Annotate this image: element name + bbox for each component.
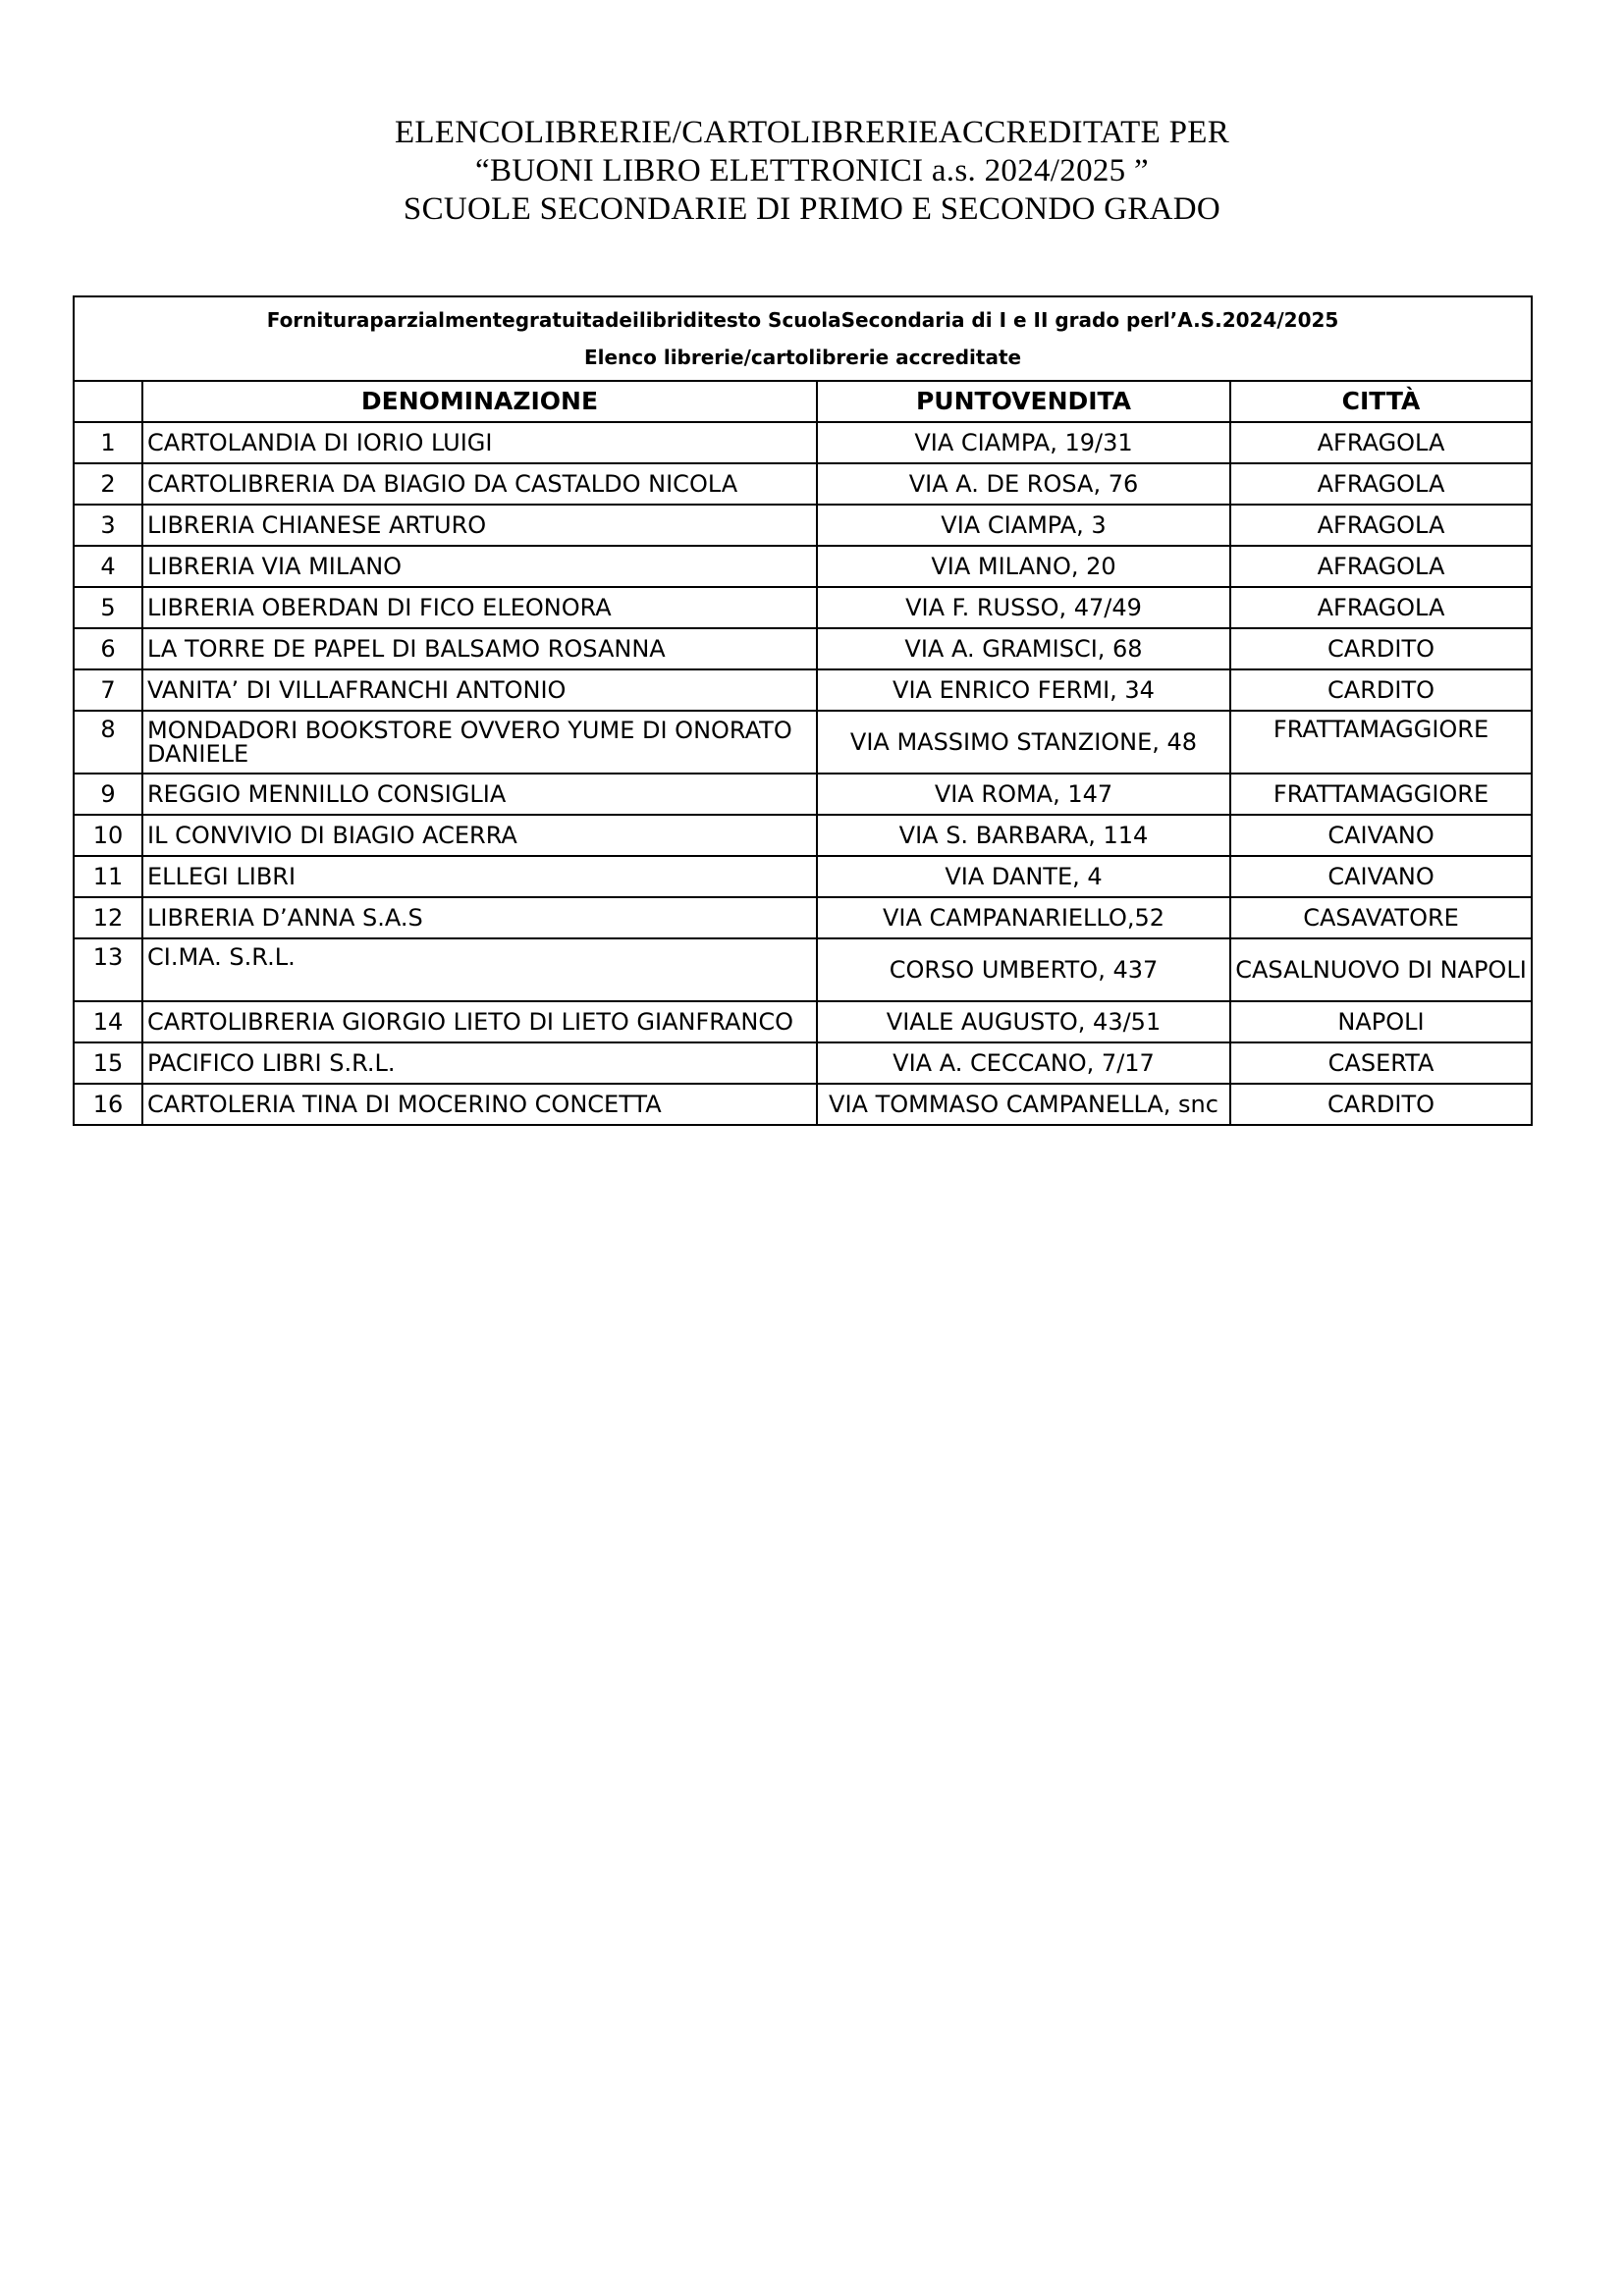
row-city: CAIVANO bbox=[1230, 815, 1532, 856]
caption-line-2: Elenco librerie/cartolibrerie accreditate bbox=[583, 346, 1022, 369]
header-num bbox=[74, 381, 142, 422]
table-caption bbox=[74, 296, 1532, 381]
row-city: AFRAGOLA bbox=[1230, 422, 1532, 463]
row-address: VIA A. GRAMISCI, 68 bbox=[817, 628, 1230, 669]
row-number: 4 bbox=[74, 546, 142, 587]
row-number: 3 bbox=[74, 505, 142, 546]
row-number: 13 bbox=[74, 938, 142, 1001]
row-number: 8 bbox=[74, 711, 142, 774]
row-number: 9 bbox=[74, 774, 142, 815]
caption-line-1: Fornituraparzialmentegratuitadeilibriditesto ScuolaSecondaria di I e II grado perl’A.S.2024/2025 bbox=[266, 308, 1339, 332]
row-name: MONDADORI BOOKSTORE OVVERO YUME DI ONORATO DANIELE bbox=[142, 711, 817, 774]
row-city: CAIVANO bbox=[1230, 856, 1532, 897]
row-name: IL CONVIVIO DI BIAGIO ACERRA bbox=[142, 815, 817, 856]
table-row bbox=[74, 669, 1532, 711]
row-city: AFRAGOLA bbox=[1230, 587, 1532, 628]
row-address: VIA A. CECCANO, 7/17 bbox=[817, 1042, 1230, 1084]
table-row bbox=[74, 505, 1532, 546]
row-address: VIALE AUGUSTO, 43/51 bbox=[817, 1001, 1230, 1042]
row-number: 12 bbox=[74, 897, 142, 938]
row-city: CASERTA bbox=[1230, 1042, 1532, 1084]
row-number: 11 bbox=[74, 856, 142, 897]
row-city: NAPOLI bbox=[1230, 1001, 1532, 1042]
row-address: VIA ROMA, 147 bbox=[817, 774, 1230, 815]
title-line-1: ELENCOLIBRERIE/CARTOLIBRERIEACCREDITATE PER bbox=[394, 115, 1230, 150]
table-row bbox=[74, 1001, 1532, 1042]
table-row bbox=[74, 1084, 1532, 1125]
table-row bbox=[74, 628, 1532, 669]
row-city: CASALNUOVO DI NAPOLI bbox=[1230, 938, 1532, 1001]
row-city: AFRAGOLA bbox=[1230, 546, 1532, 587]
row-city: FRATTAMAGGIORE bbox=[1230, 711, 1532, 774]
row-name: CARTOLIBRERIA DA BIAGIO DA CASTALDO NICOLA bbox=[142, 463, 817, 505]
row-name: CARTOLERIA TINA DI MOCERINO CONCETTA bbox=[142, 1084, 817, 1125]
row-city: AFRAGOLA bbox=[1230, 505, 1532, 546]
row-name: LIBRERIA OBERDAN DI FICO ELEONORA bbox=[142, 587, 817, 628]
row-address: VIA S. BARBARA, 114 bbox=[817, 815, 1230, 856]
row-number: 6 bbox=[74, 628, 142, 669]
table-row bbox=[74, 463, 1532, 505]
table-row bbox=[74, 1042, 1532, 1084]
table-row bbox=[74, 587, 1532, 628]
table-row bbox=[74, 422, 1532, 463]
row-name: PACIFICO LIBRI S.R.L. bbox=[142, 1042, 817, 1084]
row-city: FRATTAMAGGIORE bbox=[1230, 774, 1532, 815]
row-name: LA TORRE DE PAPEL DI BALSAMO ROSANNA bbox=[142, 628, 817, 669]
row-city: CARDITO bbox=[1230, 669, 1532, 711]
row-city: CASAVATORE bbox=[1230, 897, 1532, 938]
table-row bbox=[74, 897, 1532, 938]
row-address: VIA MILANO, 20 bbox=[817, 546, 1230, 587]
bookstores-table-container bbox=[73, 295, 1531, 1126]
row-address: CORSO UMBERTO, 437 bbox=[817, 938, 1230, 1001]
header-citta: CITTÀ bbox=[1230, 381, 1532, 422]
row-number: 10 bbox=[74, 815, 142, 856]
row-number: 1 bbox=[74, 422, 142, 463]
row-number: 14 bbox=[74, 1001, 142, 1042]
table-row bbox=[74, 774, 1532, 815]
title-line-3: SCUOLE SECONDARIE DI PRIMO E SECONDO GRADO bbox=[403, 191, 1221, 227]
table-row bbox=[74, 938, 1532, 1001]
row-name: VANITA’ DI VILLAFRANCHI ANTONIO bbox=[142, 669, 817, 711]
row-address: VIA TOMMASO CAMPANELLA, snc bbox=[817, 1084, 1230, 1125]
document-title bbox=[0, 114, 1624, 229]
row-address: VIA CIAMPA, 3 bbox=[817, 505, 1230, 546]
row-name: LIBRERIA VIA MILANO bbox=[142, 546, 817, 587]
table-header-row bbox=[74, 381, 1532, 422]
row-number: 15 bbox=[74, 1042, 142, 1084]
table-row bbox=[74, 711, 1532, 774]
row-address: VIA A. DE ROSA, 76 bbox=[817, 463, 1230, 505]
table-caption-row bbox=[74, 296, 1532, 381]
table-row bbox=[74, 546, 1532, 587]
row-address: VIA CIAMPA, 19/31 bbox=[817, 422, 1230, 463]
bookstores-table bbox=[73, 295, 1533, 1126]
row-name: CARTOLIBRERIA GIORGIO LIETO DI LIETO GIANFRANCO bbox=[142, 1001, 817, 1042]
title-line-2: “BUONI LIBRO ELETTRONICI a.s. 2024/2025 ” bbox=[475, 153, 1149, 188]
row-city: CARDITO bbox=[1230, 628, 1532, 669]
table-row bbox=[74, 856, 1532, 897]
row-address: VIA CAMPANARIELLO,52 bbox=[817, 897, 1230, 938]
row-number: 16 bbox=[74, 1084, 142, 1125]
row-address: VIA F. RUSSO, 47/49 bbox=[817, 587, 1230, 628]
table-row bbox=[74, 815, 1532, 856]
header-denominazione: DENOMINAZIONE bbox=[142, 381, 817, 422]
row-name: LIBRERIA CHIANESE ARTURO bbox=[142, 505, 817, 546]
row-name: ELLEGI LIBRI bbox=[142, 856, 817, 897]
row-city: AFRAGOLA bbox=[1230, 463, 1532, 505]
row-name: CARTOLANDIA DI IORIO LUIGI bbox=[142, 422, 817, 463]
row-name: LIBRERIA D’ANNA S.A.S bbox=[142, 897, 817, 938]
row-address: VIA MASSIMO STANZIONE, 48 bbox=[817, 711, 1230, 774]
row-number: 7 bbox=[74, 669, 142, 711]
row-number: 2 bbox=[74, 463, 142, 505]
row-address: VIA ENRICO FERMI, 34 bbox=[817, 669, 1230, 711]
row-city: CARDITO bbox=[1230, 1084, 1532, 1125]
row-name: CI.MA. S.R.L. bbox=[142, 938, 817, 1001]
row-address: VIA DANTE, 4 bbox=[817, 856, 1230, 897]
row-number: 5 bbox=[74, 587, 142, 628]
row-name: REGGIO MENNILLO CONSIGLIA bbox=[142, 774, 817, 815]
header-puntovendita: PUNTOVENDITA bbox=[817, 381, 1230, 422]
